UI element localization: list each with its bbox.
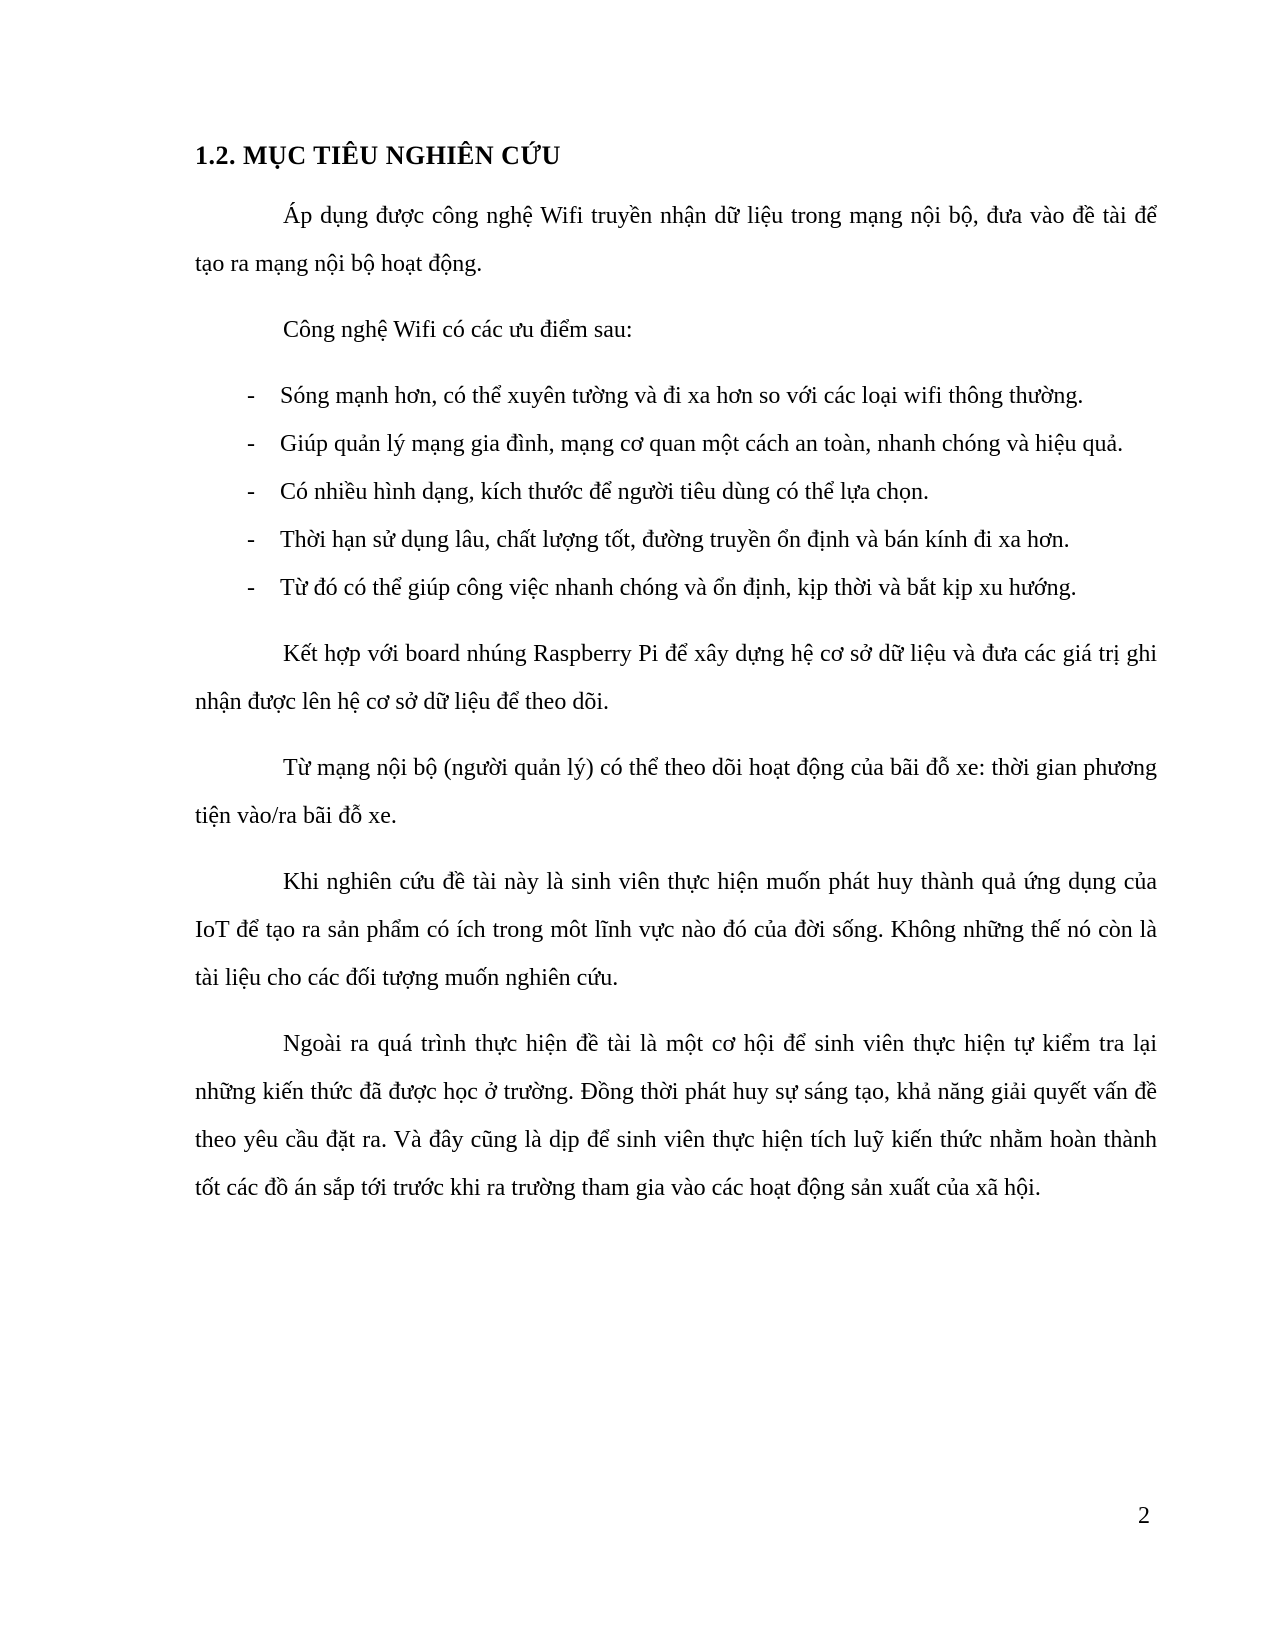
list-marker: - — [247, 527, 255, 553]
list-marker: - — [247, 575, 255, 601]
bullet-list — [195, 372, 1157, 612]
list-item — [247, 468, 1157, 516]
list-item — [247, 564, 1157, 612]
paragraph-student-benefit: Ngoài ra quá trình thực hiện đề tài là một cơ hội để sinh viên thực hiện tự kiểm tra lại những kiến thức đã được học ở trường. Đồng thời phát huy sự sáng tạo, khả năng giải quyết vấn đề theo yêu cầu đặt ra. Và đây cũng là dịp để sinh viên thực hiện tích luỹ kiến thức nhằm hoàn thành tốt các đồ án sắp tới trước khi ra trường tham gia vào các hoạt động sản xuất của xã hội. — [195, 1031, 1157, 1201]
paragraph-monitoring: Từ mạng nội bộ (người quản lý) có thể theo dõi hoạt động của bãi đỗ xe: thời gian phương tiện vào/ra bãi đỗ xe. — [195, 755, 1157, 829]
paragraph-list-lead-in: Công nghệ Wifi có các ưu điểm sau: — [283, 317, 633, 343]
list-item-text: Sóng mạnh hơn, có thể xuyên tường và đi xa hơn so với các loại wifi thông thường. — [280, 383, 1084, 409]
page-content — [195, 136, 1157, 1212]
list-marker: - — [247, 383, 255, 409]
list-item — [247, 372, 1157, 420]
list-item-text: Giúp quản lý mạng gia đình, mạng cơ quan một cách an toàn, nhanh chóng và hiệu quả. — [280, 431, 1124, 457]
list-item-text: Từ đó có thể giúp công việc nhanh chóng và ổn định, kịp thời và bắt kịp xu hướng. — [280, 575, 1077, 601]
list-item — [247, 420, 1157, 468]
list-item-text: Thời hạn sử dụng lâu, chất lượng tốt, đường truyền ổn định và bán kính đi xa hơn. — [280, 527, 1070, 553]
section-heading: 1.2. MỤC TIÊU NGHIÊN CỨU — [195, 141, 561, 170]
paragraph-raspberry-pi: Kết hợp với board nhúng Raspberry Pi để xây dựng hệ cơ sở dữ liệu và đưa các giá trị ghi nhận được lên hệ cơ sở dữ liệu để theo dõi. — [195, 641, 1157, 715]
list-item-text: Có nhiều hình dạng, kích thước để người tiêu dùng có thể lựa chọn. — [280, 479, 929, 505]
paragraph-research-motivation: Khi nghiên cứu đề tài này là sinh viên thực hiện muốn phát huy thành quả ứng dụng của IoT để tạo ra sản phẩm có ích trong môt lĩnh vực nào đó của đời sống. Không những thế nó còn là tài liệu cho các đối tượng muốn nghiên cứu. — [195, 869, 1157, 991]
list-item — [247, 516, 1157, 564]
list-marker: - — [247, 479, 255, 505]
page-number: 2 — [1138, 1503, 1150, 1529]
paragraph-intro: Áp dụng được công nghệ Wifi truyền nhận dữ liệu trong mạng nội bộ, đưa vào đề tài để tạo ra mạng nội bộ hoạt động. — [195, 203, 1157, 277]
list-marker: - — [247, 431, 255, 457]
